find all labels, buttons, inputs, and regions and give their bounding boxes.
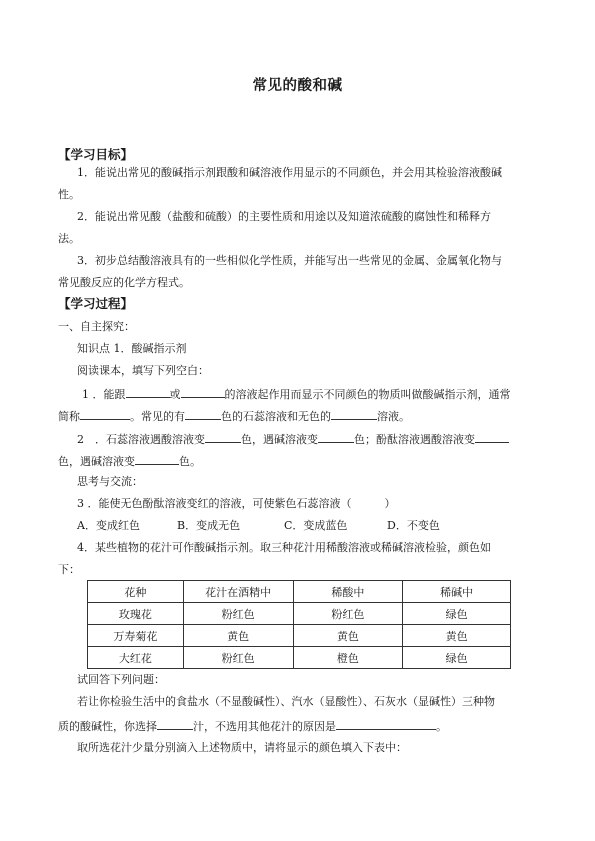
problem-1-line-1: 若让你检验生活中的食盐水（不显酸碱性）、汽水（显酸性）、石灰水（显碱性）三种物 [77, 695, 495, 708]
question-2-text-b: 色，遇碱溶液变 [241, 433, 318, 446]
problem-1-text-c: 。 [436, 720, 447, 733]
table-cell: 绿色 [403, 647, 511, 669]
option-d[interactable]: D．不变色 [387, 519, 440, 532]
process-heading: 【学习过程】 [58, 296, 134, 311]
question-2-line-2 [58, 453, 201, 469]
question-1-text-b: 或 [169, 388, 181, 401]
question-1-text-d: 简称 [58, 410, 80, 423]
objective-3-line-1: 3．初步总结酸溶液具有的一些相似化学性质，并能写出一些常见的金属、金属氧化物与 [77, 254, 502, 267]
blank-field[interactable] [135, 453, 179, 465]
objective-1-line-1: 1．能说出常见的酸碱指示剂跟酸和碱溶液作用显示的不同颜色，并会用其检验溶液酸碱 [77, 166, 502, 179]
table-cell: 黄色 [183, 625, 293, 647]
reading-instruction: 阅读课本，填写下列空白： [77, 364, 209, 377]
table-cell: 粉红色 [293, 603, 403, 625]
header-flower-type: 花种 [88, 581, 184, 603]
think-heading: 思考与交流： [77, 475, 143, 488]
blank-field[interactable] [126, 386, 170, 398]
problem-1-line-2 [58, 718, 447, 734]
question-1-text-c: 的溶液起作用而显示不同颜色的物质叫做酸碱指示剂，通常 [224, 388, 511, 401]
header-in-alcohol: 花汁在酒精中 [183, 581, 293, 603]
table-header-row [88, 581, 511, 603]
table-cell: 万寿菊花 [88, 625, 184, 647]
page-title: 常见的酸和碱 [252, 78, 343, 94]
blank-field[interactable] [185, 408, 221, 420]
question-2-text-c: 色；酚酞溶液遇酸溶液变 [354, 433, 475, 446]
question-2-text-a: 2 ．石蕊溶液遇酸溶液变 [77, 433, 205, 446]
blank-field[interactable] [331, 408, 377, 420]
table-cell: 黄色 [293, 625, 403, 647]
question-1-line-2 [58, 408, 410, 424]
blank-field[interactable] [80, 408, 130, 420]
question-4-line-2: 下： [58, 563, 80, 576]
table-cell: 橙色 [293, 647, 403, 669]
table-cell: 黄色 [403, 625, 511, 647]
flower-indicator-table [87, 580, 511, 669]
blank-field[interactable] [318, 431, 354, 443]
problem-2: 取所选花汁少量分别滴入上述物质中，请将显示的颜色填入下表中： [77, 741, 407, 754]
question-2-line-1 [77, 431, 509, 447]
knowledge-point-1: 知识点 1．酸碱指示剂 [77, 342, 187, 355]
question-1-text-a: 1 ．能跟 [82, 388, 126, 401]
table-row [88, 647, 511, 669]
option-c[interactable]: C．变成蓝色 [284, 519, 348, 532]
blank-field[interactable] [157, 718, 193, 730]
question-2-text-d: 色，遇碱溶液变 [58, 455, 135, 468]
question-1-text-f: 色的石蕊溶液和无色的 [221, 410, 331, 423]
problem-1-text-a: 质的酸碱性，你选择 [58, 720, 157, 733]
objective-3-line-2: 常见酸反应的化学方程式。 [58, 276, 190, 289]
question-3: 3 ．能使无色酚酞溶液变红的溶液，可使紫色石蕊溶液（ ） [77, 497, 396, 510]
section-1-title: 一、自主探究： [58, 320, 135, 333]
problem-1-text-b: 汁，不选用其他花汁的原因是 [193, 720, 336, 733]
header-in-dilute-base: 稀碱中 [403, 581, 511, 603]
table-row [88, 603, 511, 625]
question-1-line-1 [82, 386, 511, 402]
question-2-text-e: 色。 [179, 455, 201, 468]
blank-field[interactable] [205, 431, 241, 443]
table-cell: 绿色 [403, 603, 511, 625]
question-1-text-e: 。常见的有 [130, 410, 185, 423]
header-in-dilute-acid: 稀酸中 [293, 581, 403, 603]
blank-field[interactable] [336, 718, 436, 730]
table-cell: 粉红色 [183, 603, 293, 625]
table-cell: 玫瑰花 [88, 603, 184, 625]
table-cell: 粉红色 [183, 647, 293, 669]
objective-2-line-2: 法。 [58, 232, 80, 245]
answer-instruction: 试回答下列问题： [77, 673, 165, 686]
question-4-line-1: 4．某些植物的花汁可作酸碱指示剂。取三种花汁用稀酸溶液或稀碱溶液检验，颜色如 [77, 541, 491, 554]
blank-field[interactable] [475, 431, 509, 443]
table-cell: 大红花 [88, 647, 184, 669]
option-a[interactable]: A．变成红色 [77, 519, 140, 532]
blank-field[interactable] [181, 386, 225, 398]
option-b[interactable]: B．变成无色 [177, 519, 241, 532]
objective-1-line-2: 性。 [58, 188, 80, 201]
objective-2-line-1: 2．能说出常见酸（盐酸和硫酸）的主要性质和用途以及知道浓硫酸的腐蚀性和稀释方 [77, 210, 491, 223]
question-1-text-g: 溶液。 [377, 410, 410, 423]
objectives-heading: 【学习目标】 [58, 147, 134, 162]
table-row [88, 625, 511, 647]
